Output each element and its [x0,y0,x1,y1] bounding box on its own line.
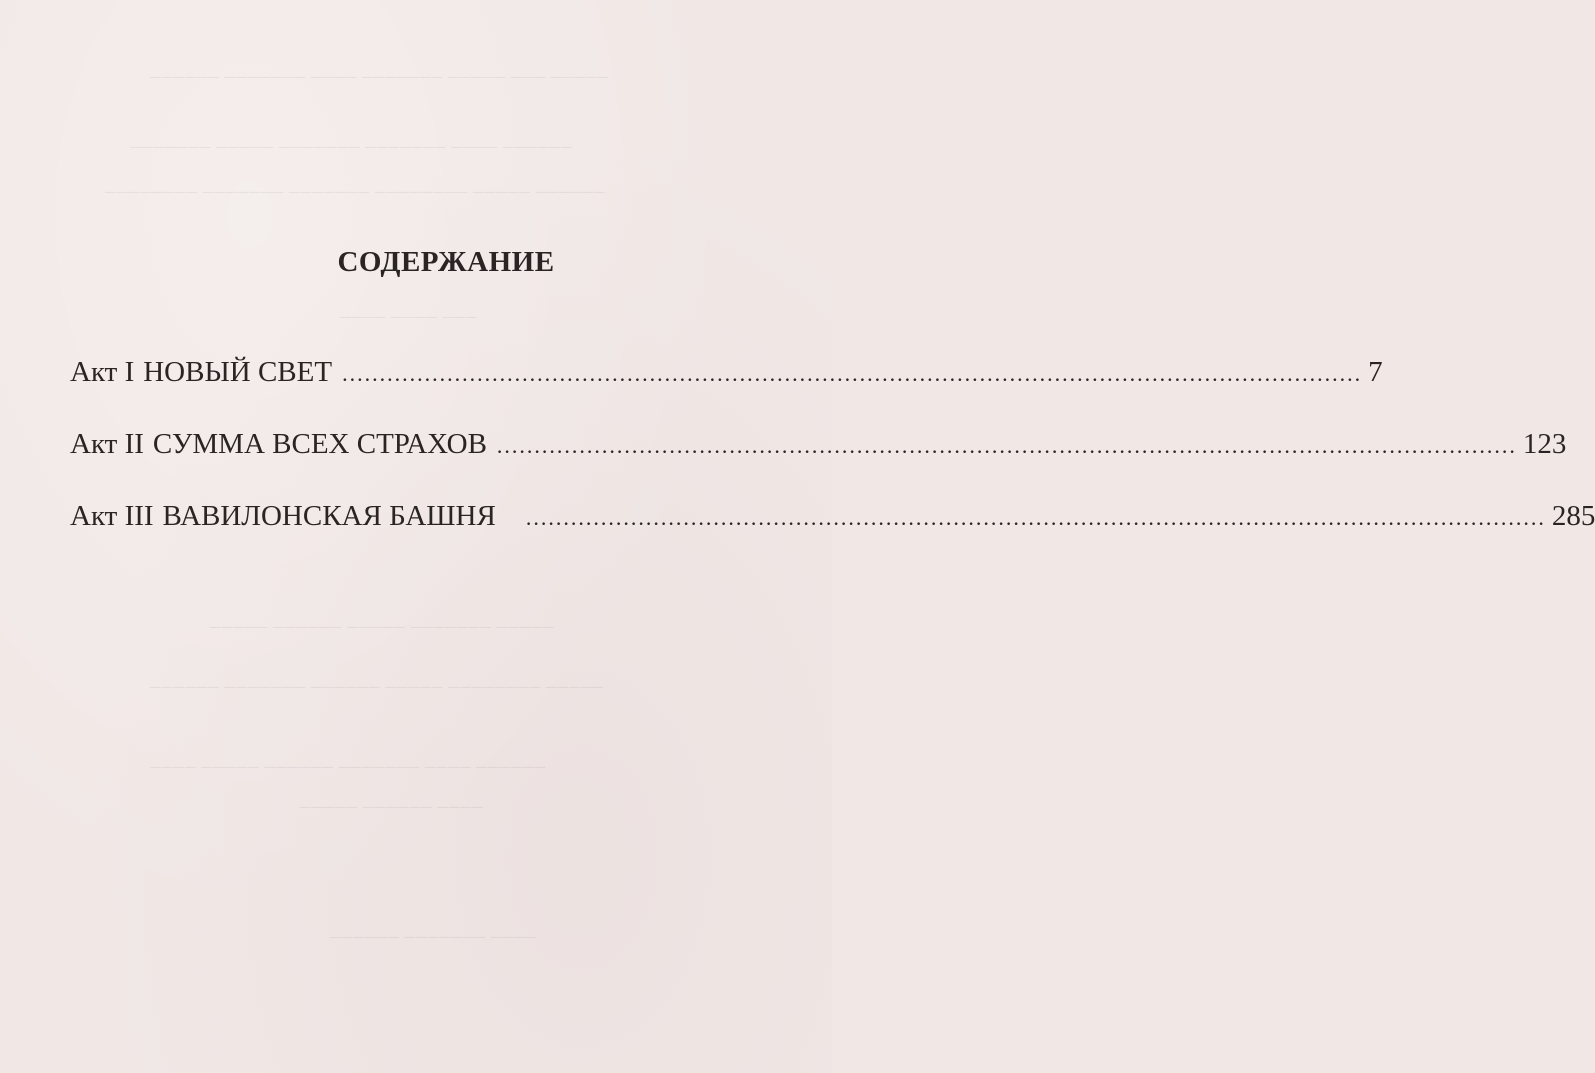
page-title: СОДЕРЖАНИЕ [337,246,555,278]
toc-entry[interactable] [70,356,1383,428]
toc-title: НОВЫЙ СВЕТ [143,356,333,388]
show-through-text: ──────── ─────── ─────── ──────── ───── ────── [105,185,606,201]
toc-page-number: 285 [1551,500,1595,532]
show-through-text: ────── ─────── ────── ───── ──────── ───── [150,680,604,696]
show-through-text: ────── ─────── ──── ─────── ───── ─── ───── [150,70,609,86]
dot-leader: ........................................................................................................................................ [525,505,1546,530]
toc-entry[interactable] [70,428,1567,500]
show-through-text: ──── ───── ────── ─────── ──── ────── [150,760,546,776]
show-through-text: ───── ────── ──── [300,800,484,816]
toc-act: Акт II [70,428,144,460]
toc-title: ВАВИЛОНСКАЯ БАШНЯ [162,500,496,532]
dot-leader: ........................................................................................................................................ [496,433,1517,458]
show-through-text: ───── ────── ───── ─────── ───── [210,620,555,636]
toc-entry-label [70,428,487,461]
show-through-text: ────── ─────── ──── [330,930,538,946]
toc-entry[interactable] [70,500,1595,572]
toc-entry-label [70,500,496,533]
toc-title: СУММА ВСЕХ СТРАХОВ [152,428,487,460]
toc-entry-label [70,356,332,389]
show-through-text: ─────── ───── ─────── ─────── ──── ────── [130,140,573,156]
table-of-contents [70,356,1595,572]
show-through-text: ──── ──── ─── [340,310,478,326]
toc-act: Акт I [70,356,135,388]
dot-leader: ........................................................................................................................................ [342,361,1363,386]
toc-page-number: 7 [1368,356,1383,388]
toc-act: Акт III [70,500,154,532]
toc-page-number: 123 [1522,428,1567,460]
